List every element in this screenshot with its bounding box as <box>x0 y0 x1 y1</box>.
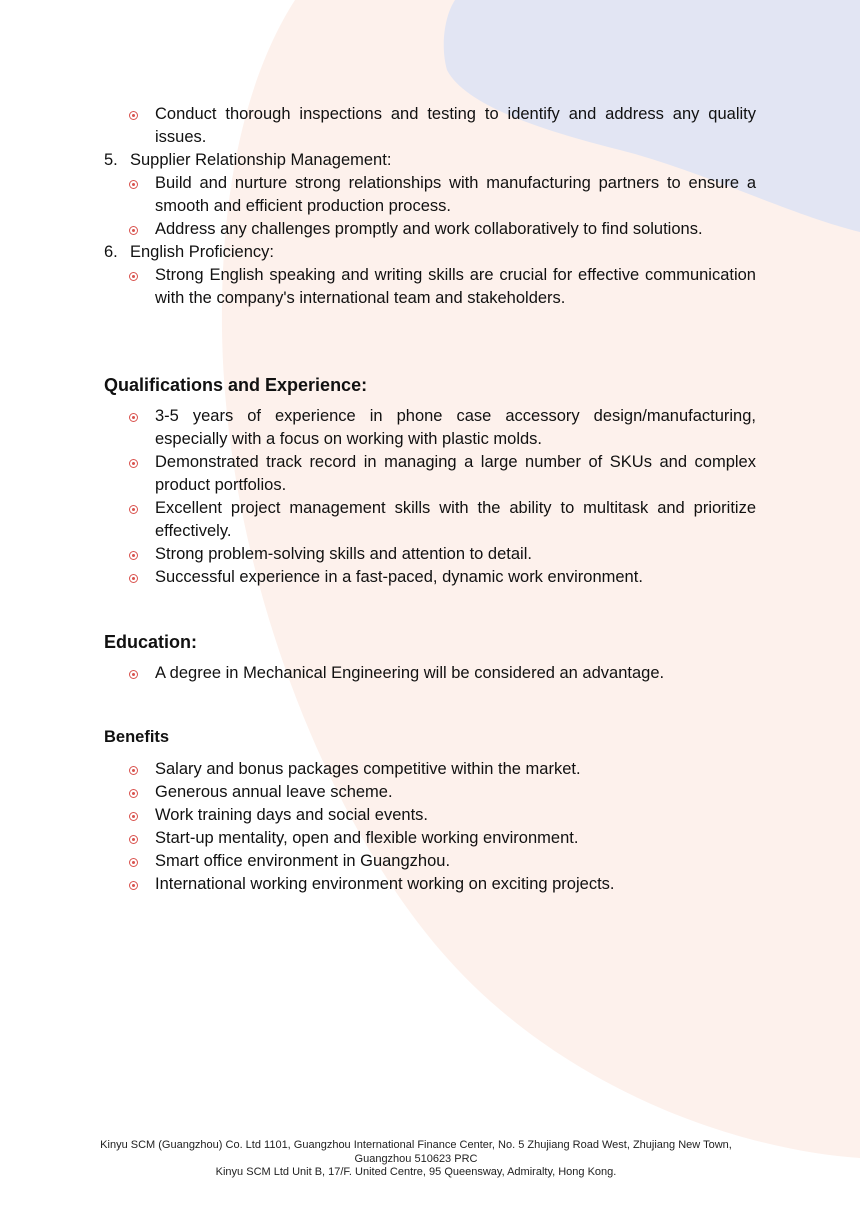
numbered-section <box>104 241 756 310</box>
item-number: 6. <box>104 243 118 261</box>
bullet-icon <box>129 574 138 583</box>
bullet-icon <box>129 835 138 844</box>
education-list <box>104 662 756 685</box>
list-item: 3-5 years of experience in phone case accessory design/manufacturing, especially with a focus on working with plastic molds. <box>104 405 756 451</box>
bullet-icon <box>129 459 138 468</box>
bullet-icon <box>129 812 138 821</box>
bullet-icon <box>129 180 138 189</box>
bullet-icon <box>129 505 138 514</box>
footer-address-hongkong: Kinyu SCM Ltd Unit B, 17/F. United Centre, 95 Queensway, Admiralty, Hong Kong. <box>215 1166 617 1178</box>
list-item: Successful experience in a fast-paced, dynamic work environment. <box>104 566 756 589</box>
bullet-icon <box>129 881 138 890</box>
benefits-list <box>104 758 756 896</box>
list-item: Salary and bonus packages competitive within the market. <box>104 758 756 781</box>
education-heading: Education: <box>104 632 197 652</box>
bullet-icon <box>129 858 138 867</box>
item-title: English Proficiency: <box>130 243 274 261</box>
footer-address-guangzhou: Kinyu SCM (Guangzhou) Co. Ltd 1101, Guangzhou International Finance Center, No. 5 Zhujiang Road West, Zhujiang New Town, Guangzhou 510623 PRC <box>100 1139 732 1165</box>
list-item: Build and nurture strong relationships with manufacturing partners to ensure a smooth and efficient production process. <box>104 172 756 218</box>
bullet-icon <box>129 111 138 120</box>
list-item: Smart office environment in Guangzhou. <box>104 850 756 873</box>
list-item: A degree in Mechanical Engineering will be considered an advantage. <box>104 662 756 685</box>
list-item: Strong problem-solving skills and attention to detail. <box>104 543 756 566</box>
sub-list <box>104 264 756 310</box>
item-number: 5. <box>104 151 118 169</box>
bullet-icon <box>129 766 138 775</box>
benefits-heading: Benefits <box>104 728 170 746</box>
list-item: Conduct thorough inspections and testing to identify and address any quality issues. <box>104 103 756 149</box>
list-item: Strong English speaking and writing skills are crucial for effective communication with the company's international team and stakeholders. <box>104 264 756 310</box>
sub-list <box>104 172 756 241</box>
numbered-section <box>104 149 756 241</box>
list-item: Demonstrated track record in managing a large number of SKUs and complex product portfolios. <box>104 451 756 497</box>
numbered-item <box>104 241 756 264</box>
list-item: International working environment working on exciting projects. <box>104 873 756 896</box>
list-item: Start-up mentality, open and flexible working environment. <box>104 827 756 850</box>
list-item: Generous annual leave scheme. <box>104 781 756 804</box>
numbered-item <box>104 149 756 172</box>
bullet-icon <box>129 226 138 235</box>
bullet-icon <box>129 413 138 422</box>
page-footer <box>80 1139 752 1180</box>
bullet-icon <box>129 670 138 679</box>
bullet-icon <box>129 789 138 798</box>
list-item: Excellent project management skills with the ability to multitask and prioritize effectively. <box>104 497 756 543</box>
continued-list <box>104 103 756 149</box>
list-item: Work training days and social events. <box>104 804 756 827</box>
bullet-icon <box>129 272 138 281</box>
list-item: Address any challenges promptly and work collaboratively to find solutions. <box>104 218 756 241</box>
bullet-icon <box>129 551 138 560</box>
document-body <box>104 103 756 896</box>
qualifications-heading: Qualifications and Experience: <box>104 375 368 395</box>
qualifications-list <box>104 405 756 589</box>
item-title: Supplier Relationship Management: <box>130 151 392 169</box>
